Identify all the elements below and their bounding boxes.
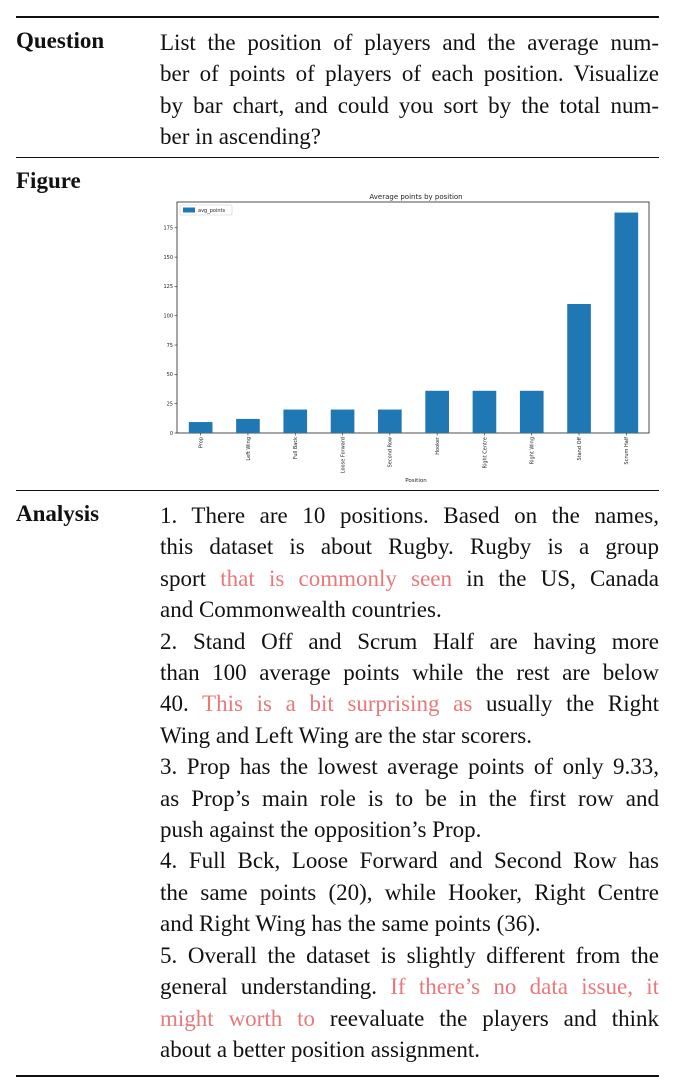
line-segment: and Right Wing has the same points (36). [160, 911, 541, 937]
analysis-line [160, 657, 659, 688]
bar-hooker [425, 391, 449, 433]
chart-xlabel: Position [405, 478, 427, 484]
line-segment: usually the Right [472, 691, 659, 717]
x-tick-label: Right Wing [529, 437, 536, 465]
highlighted-phrase: If there’s no data issue, it [390, 974, 659, 1000]
x-tick-label: Hooker [434, 437, 441, 455]
question-line: List the position of players and the average num- [160, 30, 659, 55]
analysis-line [160, 688, 659, 719]
line-segment: push against the opposition’s Prop. [160, 817, 482, 843]
y-tick-label: 75 [166, 342, 173, 349]
y-tick-label: 100 [163, 313, 173, 320]
line-segment: in the US, Canada [452, 565, 660, 591]
line-segment: sport [160, 565, 221, 591]
bar-stand-off [567, 304, 591, 433]
question-text [160, 27, 659, 153]
x-tick-label: Loose Forward [340, 437, 347, 474]
line-segment: Wing and Left Wing are the star scorers. [160, 722, 532, 748]
analysis-line [160, 500, 659, 531]
analysis-line [160, 626, 659, 657]
analysis-line [160, 1034, 659, 1065]
line-segment: 2. Stand Off and Scrum Half are having more [160, 628, 659, 654]
question-line: ber of points of players of each position. Visualize [160, 61, 659, 87]
analysis-line [160, 1003, 659, 1034]
x-tick-label: Full Back [293, 437, 300, 460]
highlighted-phrase: that is commonly seen [220, 565, 452, 591]
figure-label: Figure [16, 168, 81, 193]
x-tick-label: Scrum Half [624, 437, 631, 465]
x-tick-label: Stand Off [576, 437, 583, 461]
analysis-line [160, 563, 659, 594]
x-tick-label: Second Row [387, 437, 394, 468]
line-segment: and Commonwealth countries. [160, 597, 442, 623]
y-tick-label: 125 [163, 284, 173, 291]
question-line: by bar chart, and could you sort by the total num- [160, 92, 659, 118]
line-segment: general understanding. [160, 974, 391, 1000]
line-segment: this dataset is about Rugby. Rugby is a group [160, 534, 659, 560]
analysis-line [160, 594, 659, 625]
bar-chart [160, 190, 650, 485]
line-segment: as Prop’s main role is to be in the first row and [160, 785, 659, 811]
line-segment: about a better position assignment. [160, 1036, 481, 1062]
line-segment: 4. Full Bck, Loose Forward and Second Row has [160, 848, 659, 874]
line-segment: 40. [160, 691, 203, 717]
analysis-line [160, 877, 659, 908]
line-segment: 5. Overall the dataset is slightly different from the [160, 942, 659, 968]
y-tick-label: 175 [163, 225, 173, 232]
bar-prop [189, 422, 213, 433]
analysis-line [160, 531, 659, 562]
analysis-line [160, 751, 659, 782]
y-tick-label: 0 [169, 430, 173, 437]
analysis-line [160, 908, 659, 939]
line-segment: reevaluate the players and think [315, 1005, 659, 1031]
analysis-line [160, 720, 659, 751]
bar-right-wing [520, 391, 544, 433]
analysis-label: Analysis [16, 501, 100, 526]
bar-left-wing [236, 419, 260, 433]
analysis-text [160, 500, 659, 1065]
bar-right-centre [473, 391, 497, 433]
line-segment: 1. There are 10 positions. Based on the names, [160, 503, 659, 528]
line-segment: than 100 average points while the rest are below [160, 660, 659, 686]
x-tick-label: Prop [198, 437, 205, 449]
x-tick-label: Left Wing [245, 437, 252, 461]
bar-loose-forward [331, 410, 355, 433]
analysis-line [160, 814, 659, 845]
legend-label: avg_points [198, 208, 226, 214]
question-line: ber in ascending? [160, 124, 321, 150]
question-label: Question [16, 28, 105, 53]
analysis-line [160, 940, 659, 971]
rule-after-question [16, 157, 659, 158]
legend-swatch [183, 208, 195, 213]
x-tick-label: Right Centre [482, 437, 489, 469]
bottom-rule [16, 1075, 659, 1077]
y-tick-label: 150 [163, 254, 173, 261]
line-segment: 3. Prop has the lowest average points of only 9.33, [160, 754, 659, 780]
bar-scrum-half [615, 213, 639, 433]
y-tick-label: 25 [166, 401, 173, 408]
top-rule [16, 16, 659, 18]
bar-full-back [283, 410, 307, 433]
analysis-line [160, 971, 659, 1002]
chart-title: Average points by position [369, 193, 463, 201]
rule-after-figure [16, 490, 659, 491]
highlighted-phrase: This is a bit surprising as [202, 691, 473, 717]
bar-second-row [378, 410, 402, 433]
y-tick-label: 50 [166, 372, 173, 379]
analysis-line [160, 783, 659, 814]
analysis-line [160, 845, 659, 876]
highlighted-phrase: might worth to [160, 1005, 316, 1031]
line-segment: the same points (20), while Hooker, Right Centre [160, 879, 659, 905]
